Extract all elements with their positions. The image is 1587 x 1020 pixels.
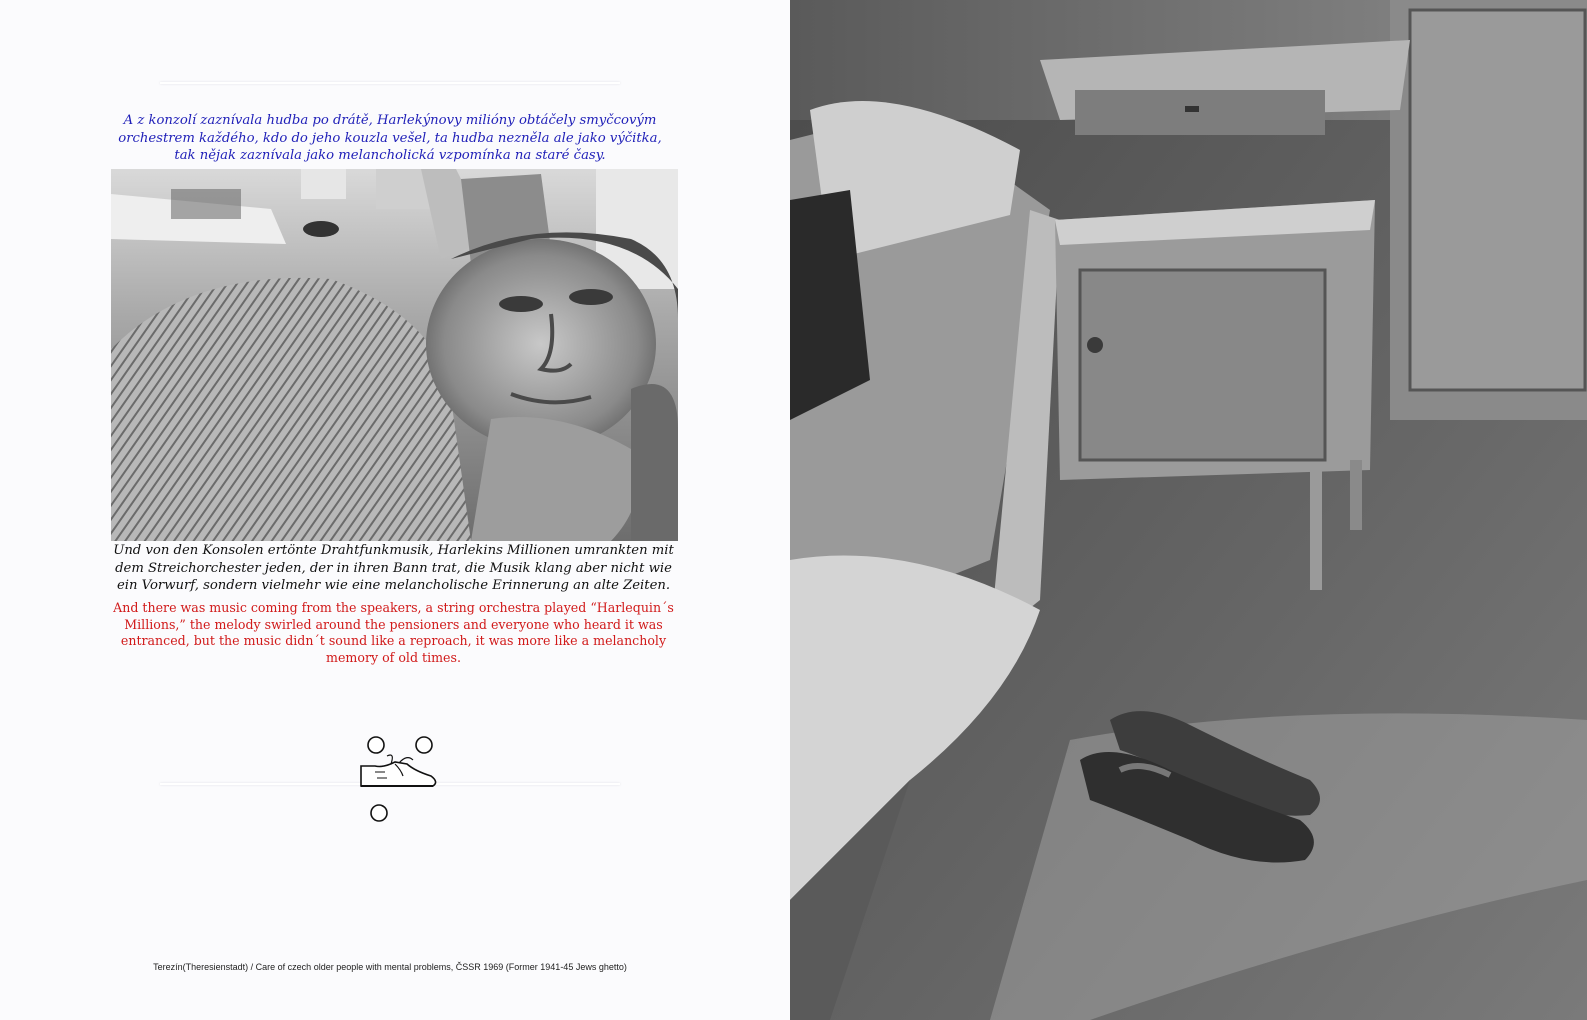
german-text: Und von den Konsolen ertönte Drahtfunkmusik, Harlekins Millionen umrankten mit dem Streichorchester jeden, der in ihren Bann trat, die Musik klang aber nicht wie ein Vorwurf, sondern vielmehr wie eine melancholische Erinnerung an alte Zeiten.: [113, 543, 674, 593]
czech-text: A z konzolí zaznívala hudba po drátě, Harlekýnovy milióny obtáčely smyčcovým orchestrem každého, kdo do jeho kouzla vešel, ta hudba nezněla ale jako výčitka, tak nějak zaznívala jako melancholická vzpomínka na staré časy.: [118, 113, 662, 163]
left-page: [0, 0, 790, 1020]
english-text: And there was music coming from the speakers, a string orchestra played “Harlequin´s Millions,” the melody swirled around the pensioners and everyone who heard it was entranced, but the music didn´t sound like a reproach, it was more like a melancholy memory of old times.: [113, 600, 674, 665]
hospital-room-illustration: [790, 0, 1587, 1020]
photo-caption: Terezín(Theresienstadt) / Care of czech older people with mental problems, ČSSR 1969 (Former 1941-45 Jews ghetto): [153, 962, 627, 972]
shoe-with-circles-icon: [355, 736, 445, 826]
portrait-illustration: [111, 169, 678, 541]
portrait-photo: [111, 169, 678, 541]
right-page-photo: [790, 0, 1587, 1020]
top-divider: [160, 82, 620, 84]
